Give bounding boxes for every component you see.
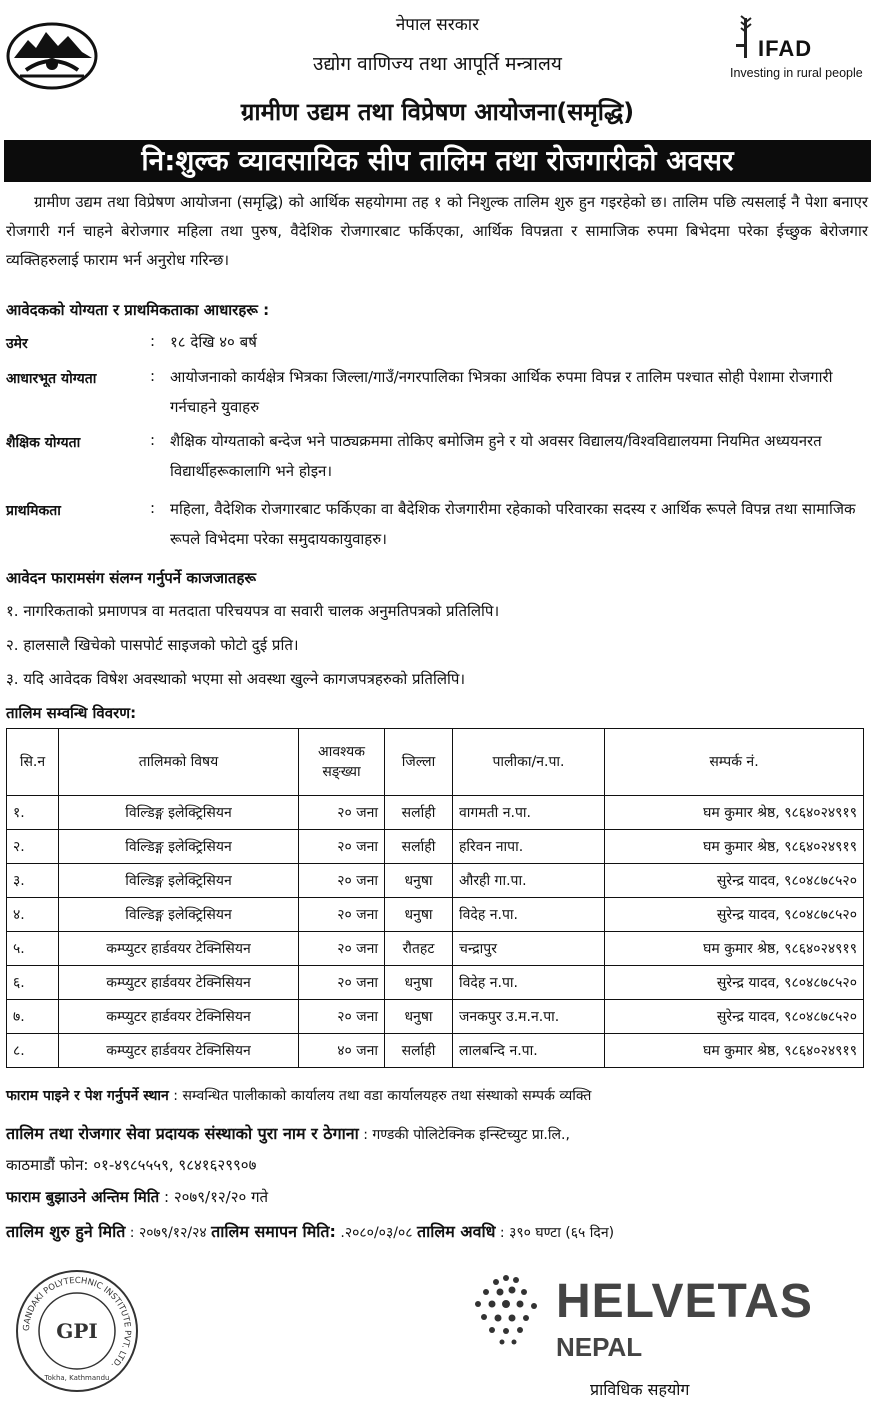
start-value: : २०७९/१२/२४ bbox=[129, 1225, 207, 1241]
globe-icon bbox=[456, 1262, 566, 1362]
cell-contact: सुरेन्द्र यादव, ९८०४८७८५२० bbox=[605, 1000, 864, 1034]
cell-contact: घम कुमार श्रेष्ठ, ९८६४०२४९१९ bbox=[605, 1034, 864, 1068]
table-row bbox=[7, 966, 864, 1000]
gandaki-polytechnic-seal bbox=[14, 1268, 140, 1394]
form-location-label: फाराम पाइने र पेश गर्नुपर्ने स्थान bbox=[6, 1088, 169, 1104]
cell-district: सर्लाही bbox=[385, 1034, 453, 1068]
cell-serial: २. bbox=[7, 830, 59, 864]
training-table bbox=[6, 728, 864, 1068]
cell-municipality: लालबन्दि न.पा. bbox=[453, 1034, 605, 1068]
eligibility-heading: आवेदकको योग्यता र प्राथमिकताका आधारहरू : bbox=[6, 301, 270, 319]
cell-number: २० जना bbox=[299, 864, 385, 898]
end-label: तालिम समापन मिति: bbox=[211, 1222, 336, 1241]
ifad-wheat-icon bbox=[732, 14, 760, 60]
form-location-value: : सम्वन्धित पालीकाको कार्यालय तथा वडा कार्यालयहरु तथा संस्थाको सम्पर्क व्यक्ति bbox=[173, 1088, 592, 1104]
deadline-label: फाराम बुझाउने अन्तिम मिति bbox=[6, 1188, 160, 1206]
col-contact: सम्पर्क नं. bbox=[605, 729, 864, 796]
cell-municipality: औरही गा.पा. bbox=[453, 864, 605, 898]
priority-label: प्राथमिकता bbox=[6, 503, 61, 519]
cell-serial: ४. bbox=[7, 898, 59, 932]
document-item: ३. यदि आवेदक विषेश अवस्थाको भएमा सो अवस्था खुल्ने कागजपत्रहरुको प्रतिलिपि। bbox=[6, 670, 466, 688]
cell-subject: कम्प्युटर हार्डवयर टेक्निसियन bbox=[59, 1034, 299, 1068]
ifad-name: IFAD bbox=[758, 36, 813, 61]
basic-qualification-colon: : bbox=[150, 367, 156, 385]
cell-municipality: विदेह न.पा. bbox=[453, 966, 605, 1000]
cell-municipality: वागमती न.पा. bbox=[453, 796, 605, 830]
cell-district: रौतहट bbox=[385, 932, 453, 966]
col-municipality: पालीका/न.पा. bbox=[453, 729, 605, 796]
age-colon: : bbox=[150, 332, 156, 350]
seal-bottom-text: Tokha, Kathmandu bbox=[44, 1374, 110, 1382]
cell-serial: ५. bbox=[7, 932, 59, 966]
priority-value: महिला, वैदेशिक रोजगारबाट फर्किएका वा बैदेशिक रोजगारीमा रहेकाको परिवारका सदस्य र आर्थिक रूपले विपन्न तथा सामाजिक रूपले विभेदमा परेका समुदायकायुवाहरु। bbox=[170, 500, 856, 548]
deadline bbox=[6, 1187, 268, 1207]
cell-municipality: हरिवन नापा. bbox=[453, 830, 605, 864]
table-row bbox=[7, 1034, 864, 1068]
table-header-row bbox=[7, 729, 864, 796]
cell-municipality: विदेह न.पा. bbox=[453, 898, 605, 932]
headline-banner: नि:शुल्क व्यावसायिक सीप तालिम तथा रोजगारीको अवसर bbox=[4, 140, 871, 182]
cell-number: २० जना bbox=[299, 830, 385, 864]
technical-support-label: प्राविधिक सहयोग bbox=[590, 1380, 690, 1399]
cell-subject: कम्प्युटर हार्डवयर टेक्निसियन bbox=[59, 932, 299, 966]
intro-paragraph: ग्रामीण उद्यम तथा विप्रेषण आयोजना (समृद्धि) को आर्थिक सहयोगमा तह १ को निशुल्क तालिम शुरु हुन गइरहेको छ। तालिम पछि त्यसलाई नै पेशा बनाएर रोजगारी गर्न चाहने बेरोजगार महिला तथा पुरुष, वैदेशिक रोजगारबाट फर्किएका, आर्थिक विपन्नता र सामाजिक रुपमा बिभेदमा परेका ईच्छुक बेरोजगार व्यक्तिहरुलाई फाराम भर्न अनुरोध गरिन्छ। bbox=[6, 193, 868, 269]
cell-district: धनुषा bbox=[385, 898, 453, 932]
schedule bbox=[6, 1220, 614, 1242]
deadline-value: : २०७९/१२/२० गते bbox=[164, 1188, 269, 1206]
cell-municipality: चन्द्रापुर bbox=[453, 932, 605, 966]
age-label: उमेर bbox=[6, 336, 28, 352]
cell-district: धनुषा bbox=[385, 864, 453, 898]
duration-label: तालिम अवधि bbox=[416, 1222, 496, 1241]
cell-subject: कम्प्युटर हार्डवयर टेक्निसियन bbox=[59, 1000, 299, 1034]
cell-serial: १. bbox=[7, 796, 59, 830]
start-label: तालिम शुरु हुने मिति bbox=[6, 1222, 126, 1241]
table-row bbox=[7, 898, 864, 932]
provider-info bbox=[6, 1122, 570, 1144]
cell-municipality: जनकपुर उ.म.न.पा. bbox=[453, 1000, 605, 1034]
header-project: ग्रामीण उद्यम तथा विप्रेषण आयोजना(समृद्धि) bbox=[240, 98, 635, 126]
cell-serial: ६. bbox=[7, 966, 59, 1000]
cell-subject: कम्प्युटर हार्डवयर टेक्निसियन bbox=[59, 966, 299, 1000]
cell-number: ४० जना bbox=[299, 1034, 385, 1068]
col-required-number: आवश्यक सङ्ख्या bbox=[299, 729, 385, 796]
provider-address: काठमाडौं फोन: ०१-४९८५५५९, ९८४१६२९९०७ bbox=[6, 1156, 257, 1174]
helvetas-wordmark: HELVETAS bbox=[556, 1275, 813, 1328]
table-row bbox=[7, 932, 864, 966]
priority-colon: : bbox=[150, 499, 156, 517]
cell-subject: विल्डिङ्ग इलेक्ट्रिसियन bbox=[59, 864, 299, 898]
cell-district: धनुषा bbox=[385, 1000, 453, 1034]
seal-ring-text: GANDAKI POLYTECHNIC INSTITUTE PVT. LTD. bbox=[21, 1275, 133, 1370]
nepal-government-emblem bbox=[6, 18, 98, 90]
cell-contact: घम कुमार श्रेष्ठ, ९८६४०२४९१९ bbox=[605, 830, 864, 864]
table-row bbox=[7, 796, 864, 830]
cell-number: २० जना bbox=[299, 966, 385, 1000]
ifad-logo bbox=[728, 14, 868, 84]
document-item: २. हालसालै खिचेको पासपोर्ट साइजको फोटो दुई प्रति। bbox=[6, 636, 299, 654]
col-district: जिल्ला bbox=[385, 729, 453, 796]
cell-number: २० जना bbox=[299, 932, 385, 966]
basic-qualification-label: आधारभूत योग्यता bbox=[6, 371, 97, 387]
documents-heading: आवेदन फारामसंग संलग्न गर्नुपर्ने काजजातहरू bbox=[6, 569, 257, 587]
header-government: नेपाल सरकार bbox=[395, 15, 480, 35]
col-subject: तालिमको विषय bbox=[59, 729, 299, 796]
table-row bbox=[7, 830, 864, 864]
cell-district: सर्लाही bbox=[385, 796, 453, 830]
age-value: १८ देखि ४० बर्ष bbox=[170, 333, 257, 351]
cell-subject: विल्डिङ्ग इलेक्ट्रिसियन bbox=[59, 796, 299, 830]
cell-number: २० जना bbox=[299, 796, 385, 830]
education-colon: : bbox=[150, 431, 156, 449]
header-ministry: उद्योग वाणिज्य तथा आपूर्ति मन्त्रालय bbox=[313, 53, 562, 75]
table-row bbox=[7, 864, 864, 898]
helvetas-country: NEPAL bbox=[556, 1332, 643, 1362]
cell-district: धनुषा bbox=[385, 966, 453, 1000]
cell-contact: सुरेन्द्र यादव, ९८०४८७८५२० bbox=[605, 966, 864, 1000]
table-row bbox=[7, 1000, 864, 1034]
cell-contact: सुरेन्द्र यादव, ९८०४८७८५२० bbox=[605, 898, 864, 932]
ifad-tagline: Investing in rural people bbox=[730, 66, 863, 80]
cell-number: २० जना bbox=[299, 1000, 385, 1034]
helvetas-logo bbox=[456, 1262, 871, 1372]
training-table-heading: तालिम सम्वन्धि विवरण: bbox=[6, 704, 137, 722]
col-serial: सि.न bbox=[7, 729, 59, 796]
cell-contact: घम कुमार श्रेष्ठ, ९८६४०२४९१९ bbox=[605, 932, 864, 966]
education-label: शैक्षिक योग्यता bbox=[6, 435, 81, 451]
cell-serial: ८. bbox=[7, 1034, 59, 1068]
duration-value: : ३९० घण्टा (६५ दिन) bbox=[499, 1225, 615, 1241]
cell-serial: ७. bbox=[7, 1000, 59, 1034]
education-value: शैक्षिक योग्यताको बन्देज भने पाठ्यक्रममा तोकिए बमोजिम हुने र यो अवसर विद्यालय/विश्वविद्यालयमा नियमित अध्ययनरत विद्यार्थीहरूकालागि भने होइन। bbox=[170, 432, 822, 480]
document-item: १. नागरिकताको प्रमाणपत्र वा मतदाता परिचयपत्र वा सवारी चालक अनुमतिपत्रको प्रतिलिपि। bbox=[6, 602, 500, 620]
cell-district: सर्लाही bbox=[385, 830, 453, 864]
cell-number: २० जना bbox=[299, 898, 385, 932]
cell-subject: विल्डिङ्ग इलेक्ट्रिसियन bbox=[59, 898, 299, 932]
cell-serial: ३. bbox=[7, 864, 59, 898]
seal-mark: GPI bbox=[56, 1319, 98, 1343]
basic-qualification-value: आयोजनाको कार्यक्षेत्र भित्रका जिल्ला/गाउँ/नगरपालिका भित्रका आर्थिक रुपमा विपन्न र तालिम पश्चात सोही पेशामा रोजगारी गर्नचाहने युवाहरु bbox=[170, 368, 833, 416]
cell-contact: सुरेन्द्र यादव, ९८०४८७८५२० bbox=[605, 864, 864, 898]
provider-label: तालिम तथा रोजगार सेवा प्रदायक संस्थाको पुरा नाम र ठेगाना bbox=[6, 1124, 359, 1143]
cell-subject: विल्डिङ्ग इलेक्ट्रिसियन bbox=[59, 830, 299, 864]
end-value: .२०८०/०३/०८ bbox=[340, 1225, 413, 1241]
cell-contact: घम कुमार श्रेष्ठ, ९८६४०२४९१९ bbox=[605, 796, 864, 830]
form-location bbox=[6, 1086, 591, 1105]
provider-value: : गण्डकी पोलिटेक्निक इन्स्टिच्युट प्रा.लि., bbox=[363, 1127, 570, 1143]
